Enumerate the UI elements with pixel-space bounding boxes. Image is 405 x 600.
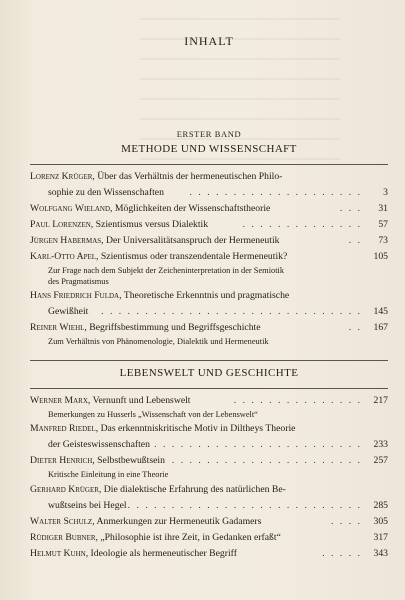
entry-title: , Anmerkungen zur Hermeneutik Gadamers: [92, 516, 262, 527]
volume-heading: ERSTER BAND: [176, 129, 242, 139]
toc-entry-kuhn: [30, 546, 388, 562]
leader-dots: . . . . . . . . . . . . . . . . . . . . . . . . . . . . . .: [101, 306, 362, 317]
entry-page: 73: [378, 235, 388, 246]
entry-subtitle: Bemerkungen zu Husserls „Wissenschaft von der Lebenswelt“: [48, 410, 258, 419]
leader-dots: . .: [348, 322, 362, 333]
entry-author: Lorenz Krüger: [30, 171, 93, 182]
entry-page: 257: [373, 455, 388, 466]
section-rule-1: [30, 164, 388, 165]
entry-author: Gerhard Krüger: [30, 484, 99, 495]
entry-title-continuation: Gewißheit: [48, 306, 89, 317]
entry-title: , Möglichkeiten der Wissenschaftstheorie: [110, 203, 271, 214]
section-heading-methode: METHODE UND WISSENSCHAFT: [121, 143, 297, 155]
leader-dots: . . . . .: [322, 548, 362, 559]
entry-page: 217: [373, 395, 388, 406]
toc-entry-wiehl: [30, 320, 388, 347]
entry-author: Paul Lorenzen: [30, 219, 91, 230]
toc-entry-riedel: [30, 421, 388, 453]
entry-title: , Das erkenntniskritische Motiv in Diltheys Theorie: [95, 423, 296, 434]
section-rule-3: [30, 388, 388, 389]
leader-dots: . . . . . . . . . . . . . .: [242, 219, 362, 230]
entry-title: , Selbstbewußtsein: [92, 455, 165, 466]
leader-dots: . .: [348, 235, 362, 246]
entry-title: , Begriffsbestimmung und Begriffsgeschichte: [84, 322, 261, 333]
leader-dots: . . . . . . . . . . . . . . . . . . . . . .: [171, 455, 362, 466]
entry-page: 145: [373, 306, 388, 317]
entry-author: Karl-Otto Apel: [30, 251, 97, 262]
toc-entry-henrich: [30, 453, 388, 480]
leader-dots: . . . . . . . . . . . . . . . . . . . . . . . . . . .: [127, 500, 362, 511]
entry-page: 317: [373, 532, 388, 543]
entry-subtitle: Zum Verhältnis von Phänomenologie, Dialektik und Hermeneutik: [48, 337, 269, 346]
entry-title: , Ideologie als hermeneutischer Begriff: [85, 548, 237, 559]
leader-dots: . . .: [339, 203, 362, 214]
entry-title: , Szientismus versus Dialektik: [90, 219, 209, 230]
section-heading-lebenswelt: LEBENSWELT UND GESCHICHTE: [119, 367, 299, 379]
entry-title: , Über das Verhältnis der hermeneutischen Philo-: [92, 171, 283, 182]
entry-title: , Der Universalitätsanspruch der Hermeneutik: [101, 235, 280, 246]
entry-author: Dieter Henrich: [30, 455, 93, 466]
toc-entry-kruger-lorenz: [30, 169, 388, 201]
entry-page: 343: [373, 548, 388, 559]
entry-title: , Theoretische Erkenntnis und pragmatische: [119, 290, 290, 301]
entry-page: 105: [373, 251, 388, 262]
entry-author: Manfred Riedel: [30, 423, 96, 434]
entry-title-continuation: der Geisteswissenschaften: [48, 439, 150, 450]
entry-page: 305: [373, 516, 388, 527]
toc-entry-habermas: [30, 233, 388, 249]
entry-page: 233: [373, 439, 388, 450]
entry-author: Helmut Kuhn: [30, 548, 86, 559]
entry-subtitle: des Pragmatismus: [48, 277, 109, 286]
leader-dots: . . . . . . . . . . . . . . . . . . . . . . . .: [154, 439, 362, 450]
toc-entry-marx: [30, 393, 388, 420]
entry-author: Wolfgang Wieland: [30, 203, 111, 214]
entry-author: Jürgen Habermas: [30, 235, 102, 246]
entry-author: Reiner Wiehl: [30, 322, 85, 333]
toc-entry-wieland: [30, 201, 388, 217]
entry-title-continuation: wußtseins bei Hegel: [48, 500, 127, 511]
entry-page: 31: [378, 203, 388, 214]
toc-entry-fulda: [30, 288, 388, 320]
entry-title: , „Philosophie ist ihre Zeit, in Gedanken erfaßt“: [95, 532, 281, 543]
page-title: INHALT: [184, 34, 234, 48]
entry-page: 285: [373, 500, 388, 511]
toc-entry-apel: [30, 249, 388, 287]
entry-page: 57: [378, 219, 388, 230]
toc-entry-lorenzen: [30, 217, 388, 233]
toc-entry-schulz: [30, 514, 388, 530]
entry-author: Walter Schulz: [30, 516, 93, 527]
entry-author: Werner Marx: [30, 395, 88, 406]
entry-author: Hans Friedrich Fulda: [30, 290, 120, 301]
entry-page: 3: [383, 187, 388, 198]
leader-dots: . . . . . . . . . . . . . . .: [233, 395, 362, 406]
leader-dots: . . . .: [331, 516, 362, 527]
entry-title-continuation: sophie zu den Wissenschaften: [48, 187, 164, 198]
section-rule-2: [30, 360, 388, 361]
entry-title: , Szientismus oder transzendentale Hermeneutik?: [96, 251, 288, 262]
entry-page: 167: [373, 322, 388, 333]
toc-entry-kruger-gerhard: [30, 482, 388, 514]
entry-title: , Vernunft und Lebenswelt: [87, 395, 191, 406]
entry-subtitle: Kritische Einleitung in eine Theorie: [48, 470, 169, 479]
entry-author: Rüdiger Bubner: [30, 532, 96, 543]
leader-dots: . . . . . . . . . . . . . . . . . . . .: [189, 187, 362, 198]
entry-subtitle: Zur Frage nach dem Subjekt der Zeicheninterpretation in der Semiotik: [48, 266, 285, 275]
entry-title: , Die dialektische Erfahrung des natürlichen Be-: [98, 484, 286, 495]
toc-entry-bubner: [30, 530, 388, 546]
